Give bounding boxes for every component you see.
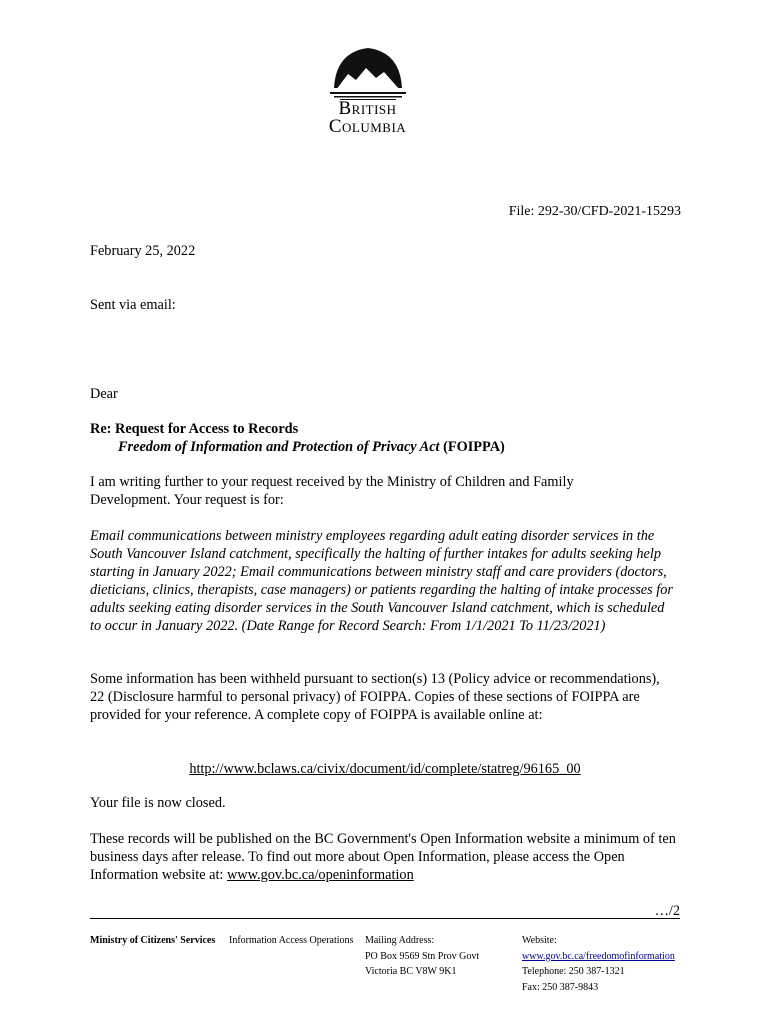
intro-paragraph: I am writing further to your request received by the Ministry of Children and Family Development. Your request is for: bbox=[90, 474, 574, 508]
publish-paragraph bbox=[90, 830, 680, 884]
letter-date: February 25, 2022 bbox=[90, 243, 196, 259]
footer-mailing-line1: PO Box 9569 Stn Prov Govt bbox=[365, 950, 480, 962]
file-closed: Your file is now closed. bbox=[90, 795, 226, 811]
request-text: Email communications between ministry employees regarding adult eating disorder services in the South Vancouver Island catchment, specifically the halting of further intakes for adults seeking help starting in January 2022; Email communications between ministry staff and care providers (doctors, dieticians, clinics, therapists, case managers) or patients regarding the halting of intake processes for adults seeking eating disorder services in the South Vancouver Island catchment, which is scheduled to occur in January 2022. (Date Range for Record Search: From 1/1/2021 To 11/23/2021) bbox=[90, 528, 673, 634]
footer-website-label: Website: bbox=[522, 935, 557, 946]
act-line bbox=[118, 438, 678, 456]
footer-ministry: Ministry of Citizens' Services bbox=[90, 935, 216, 946]
footer-mailing-line2: Victoria BC V8W 9K1 bbox=[365, 966, 457, 977]
publish-text: These records will be published on the BC Government's Open Information website a minimum of ten business days after release. To find out more about Open Information, please access the Open Information website at: bbox=[90, 831, 676, 883]
footer-mailing-label: Mailing Address: bbox=[365, 935, 435, 946]
withheld-paragraph: Some information has been withheld pursuant to section(s) 13 (Policy advice or recommendations), 22 (Disclosure harmful to personal privacy) of FOIPPA. Copies of these sections of FOIPPA are provided for your reference. A complete copy of FOIPPA is available online at: bbox=[90, 671, 660, 723]
footer-telephone: Telephone: 250 387-1321 bbox=[522, 966, 625, 977]
logo-line-british: British bbox=[338, 98, 397, 119]
foippa-link-line bbox=[90, 760, 680, 778]
bc-crest-icon bbox=[326, 44, 410, 100]
footer-branch: Information Access Operations bbox=[229, 935, 354, 946]
page-marker: …/2 bbox=[654, 903, 680, 919]
sent-via: Sent via email: bbox=[90, 297, 176, 313]
footer-website-link[interactable]: www.gov.bc.ca/freedomofinformation bbox=[522, 950, 675, 962]
act-abbrev: (FOIPPA) bbox=[439, 439, 505, 455]
re-line: Re: Request for Access to Records bbox=[90, 421, 299, 437]
footer-mailing bbox=[365, 933, 515, 980]
footer-divider bbox=[90, 918, 680, 919]
logo-line-columbia: Columbia bbox=[328, 116, 407, 137]
act-name: Freedom of Information and Protection of Privacy Act bbox=[118, 439, 440, 455]
footer-contact bbox=[522, 933, 682, 995]
salutation: Dear bbox=[90, 386, 118, 402]
open-information-link[interactable]: www.gov.bc.ca/openinformation bbox=[226, 867, 414, 883]
footer-fax: Fax: 250 387-9843 bbox=[522, 981, 599, 993]
foippa-link[interactable]: http://www.bclaws.ca/civix/document/id/complete/statreg/96165_00 bbox=[189, 761, 581, 777]
file-reference: File: 292-30/CFD-2021-15293 bbox=[508, 204, 681, 219]
bc-logo bbox=[305, 44, 430, 149]
